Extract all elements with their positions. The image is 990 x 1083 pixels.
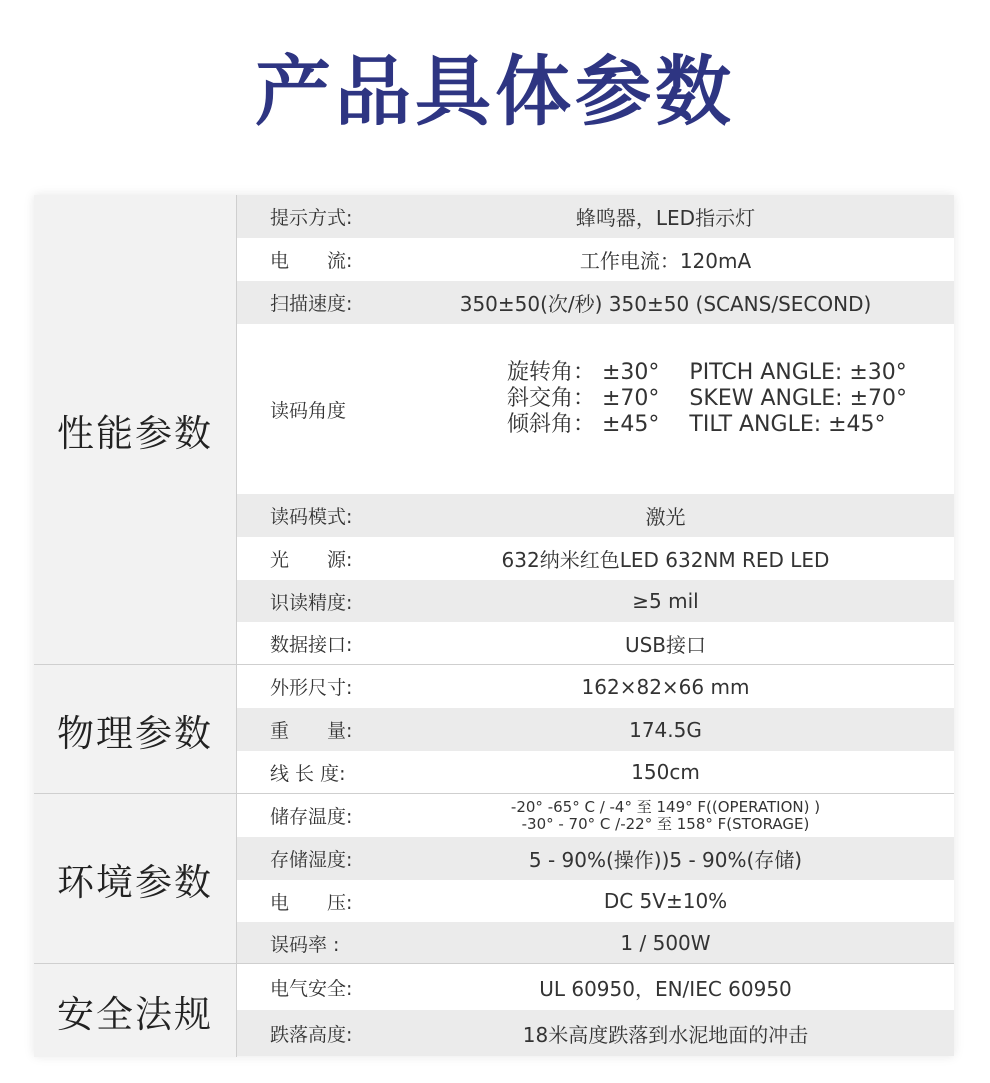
category-label: 性能参数 bbox=[34, 195, 237, 664]
value-line: -30° - 70° C /-22° 至 158° F(STORAGE) bbox=[521, 814, 810, 833]
row-value: ≥5 mil bbox=[632, 589, 699, 613]
table-row bbox=[237, 494, 954, 537]
table-row bbox=[237, 238, 954, 281]
row-label: 电 压: bbox=[270, 891, 353, 914]
row-value: 632纳米红色LED 632NM RED LED bbox=[501, 548, 830, 572]
table-row bbox=[237, 665, 954, 708]
row-value: 162×82×66 mm bbox=[581, 674, 750, 699]
section-performance bbox=[34, 195, 954, 664]
section-rows bbox=[237, 964, 954, 1057]
section-rows bbox=[237, 665, 954, 794]
category-label: 物理参数 bbox=[34, 665, 237, 794]
row-label: 光 源: bbox=[270, 549, 353, 571]
row-label: 识读精度: bbox=[270, 591, 353, 614]
row-label: 提示方式: bbox=[270, 207, 353, 229]
tilt-angle-en: TILT ANGLE: ±45° bbox=[689, 412, 886, 437]
table-row bbox=[237, 964, 954, 1010]
row-value: 350±50(次/秒) 350±50 (SCANS/SECOND) bbox=[459, 292, 872, 316]
table-row bbox=[237, 580, 954, 622]
table-row bbox=[237, 794, 954, 837]
row-label: 电 流: bbox=[270, 250, 353, 272]
page-title: 产品具体参数 bbox=[255, 47, 735, 136]
row-label: 读码模式: bbox=[270, 506, 353, 528]
section-rows bbox=[237, 794, 954, 964]
row-value: USB接口 bbox=[624, 632, 707, 657]
table-row bbox=[237, 622, 954, 664]
category-label: 环境参数 bbox=[34, 794, 237, 964]
table-row bbox=[237, 751, 954, 793]
angle-list bbox=[507, 360, 907, 438]
row-value: 174.5G bbox=[629, 717, 702, 742]
row-value: 工作电流：120mA bbox=[579, 249, 752, 273]
row-label: 数据接口: bbox=[270, 633, 353, 656]
value-line: -20° -65° C / -4° 至 149° F((OPERATION) ) bbox=[510, 797, 821, 816]
table-row bbox=[237, 1010, 954, 1056]
row-value bbox=[387, 794, 944, 837]
table-row bbox=[237, 708, 954, 751]
section-environment bbox=[34, 793, 954, 964]
row-value: 5 - 90%(操作))5 - 90%(存储) bbox=[528, 848, 803, 872]
section-safety bbox=[34, 963, 954, 1057]
row-label: 扫描速度: bbox=[270, 293, 353, 315]
row-value: DC 5V±10% bbox=[603, 889, 728, 913]
row-value: 1 / 500W bbox=[620, 931, 711, 955]
row-label: 储存温度: bbox=[270, 806, 353, 828]
table-row bbox=[237, 837, 954, 880]
row-value: 150cm bbox=[631, 760, 700, 784]
row-value: UL 60950，EN/IEC 60950 bbox=[539, 976, 792, 1001]
row-label: 读码角度 bbox=[270, 399, 347, 422]
spec-table bbox=[34, 195, 954, 1056]
row-label: 线 长 度: bbox=[270, 762, 346, 785]
table-row bbox=[237, 880, 954, 922]
section-physical bbox=[34, 664, 954, 794]
table-row-reading-angle bbox=[237, 324, 954, 494]
pitch-angle-en: PITCH ANGLE: ±30° bbox=[689, 360, 907, 385]
row-value: 激光 bbox=[645, 505, 686, 529]
row-value: 18米高度跌落到水泥地面的冲击 bbox=[522, 1022, 809, 1047]
row-label: 电气安全: bbox=[270, 977, 353, 1000]
row-label: 重 量: bbox=[270, 720, 353, 742]
row-label: 误码率 : bbox=[270, 933, 340, 956]
row-label: 跌落高度: bbox=[270, 1023, 353, 1046]
category-label: 安全法规 bbox=[34, 964, 237, 1057]
pitch-angle-cn: 旋转角： ±30° bbox=[507, 360, 660, 385]
skew-angle-cn: 斜交角： ±70° bbox=[507, 386, 660, 411]
skew-angle-en: SKEW ANGLE: ±70° bbox=[689, 386, 908, 411]
row-value: 蜂鸣器，LED指示灯 bbox=[575, 206, 756, 230]
tilt-angle-cn: 倾斜角： ±45° bbox=[507, 412, 660, 437]
table-row bbox=[237, 195, 954, 238]
table-row bbox=[237, 281, 954, 324]
row-label: 存储湿度: bbox=[270, 849, 353, 871]
table-row bbox=[237, 537, 954, 580]
section-rows bbox=[237, 195, 954, 664]
table-row bbox=[237, 922, 954, 964]
row-label: 外形尺寸: bbox=[270, 677, 353, 699]
